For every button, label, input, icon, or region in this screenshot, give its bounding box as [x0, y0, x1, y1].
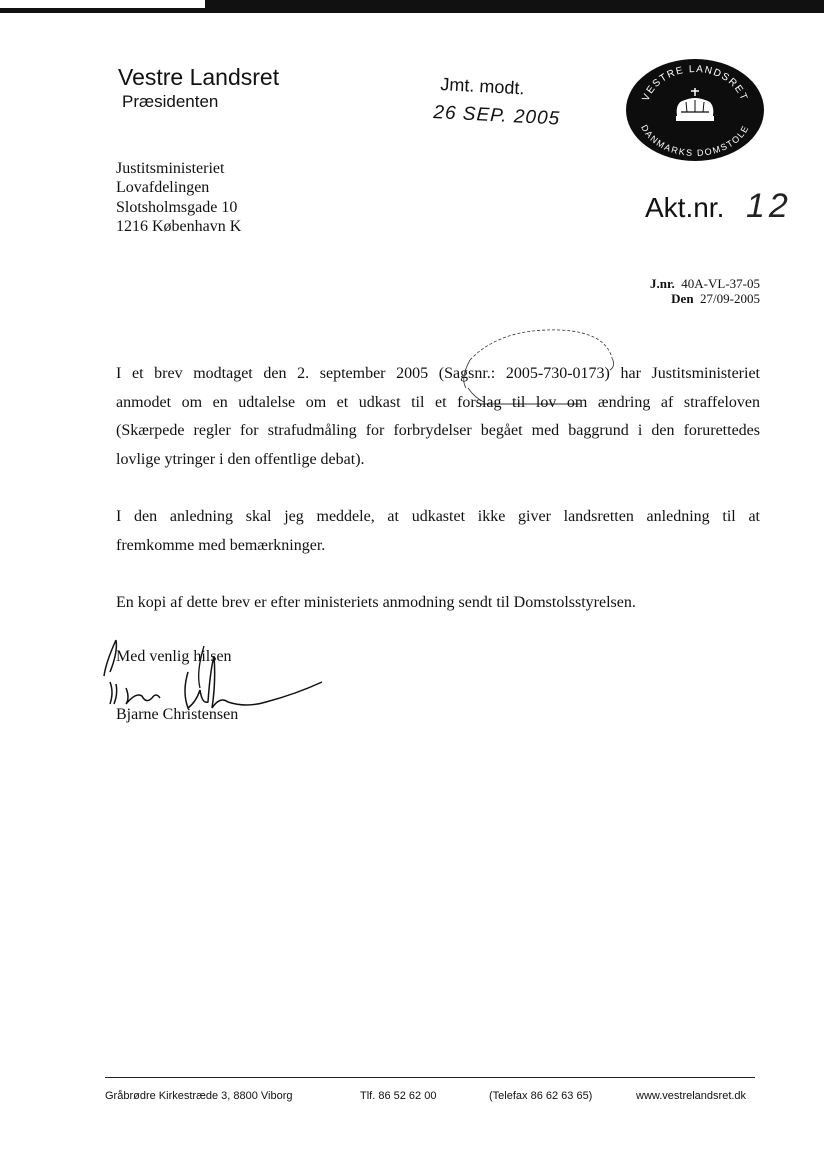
- body-line: I den anledning skal jeg meddele, at udkastet ikke giver landsretten anledning til at: [116, 508, 760, 525]
- closing-greeting: Med venlig hilsen: [116, 648, 232, 665]
- body-paragraph: [116, 360, 760, 474]
- footer-address: Gråbrødre Kirkestræde 3, 8800 Viborg: [105, 1090, 293, 1102]
- footer-divider: [105, 1077, 755, 1078]
- akt-label: Akt.nr.: [645, 192, 725, 223]
- signer-name: Bjarne Christensen: [116, 706, 239, 723]
- seal-text-top: VESTRE LANDSRET: [640, 63, 750, 103]
- court-subtitle: Præsidenten: [122, 92, 219, 111]
- body-line: I et brev modtaget den 2. september 2005 (Sagsnr.: 2005-730-0173) har Justitsministeriet: [116, 365, 760, 382]
- body-line: lovlige ytringer i den offentlige debat).: [116, 450, 365, 468]
- footer-website: www.vestrelandsret.dk: [636, 1090, 747, 1102]
- body-line: fremkomme med bemærkninger.: [116, 536, 326, 554]
- letter-date-value: 27/09-2005: [700, 291, 760, 306]
- recipient-line: 1216 København K: [116, 218, 242, 235]
- seal-text-bottom: DANMARKS DOMSTOLE: [639, 123, 751, 159]
- journal-number: [650, 276, 760, 292]
- body-paragraph: [116, 589, 760, 618]
- footer-phone: Tlf. 86 52 62 00: [360, 1090, 437, 1102]
- journal-number-value: 40A-VL-37-05: [681, 276, 760, 291]
- body-line: En kopi af dette brev er efter ministeriets anmodning sendt til Domstolsstyrelsen.: [116, 594, 636, 611]
- journal-number-label: J.nr.: [649, 276, 675, 291]
- received-stamp: Jmt. modt.: [439, 74, 525, 99]
- recipient-line: Lovafdelingen: [116, 179, 210, 196]
- scan-edge-gap: [0, 0, 205, 8]
- akt-number: 12: [746, 187, 792, 225]
- body-line: (Skærpede regler for strafudmåling for forbrydelser begået med baggrund i den forurettedes: [116, 422, 760, 439]
- body-paragraph: [116, 503, 760, 560]
- recipient-line: Justitsministeriet: [116, 160, 225, 177]
- letter-date-label: Den: [671, 291, 694, 306]
- recipient-line: Slotsholmsgade 10: [116, 199, 238, 216]
- court-name: Vestre Landsret: [118, 64, 280, 90]
- body-line: anmodet om en udtalelse om et udkast til et forslag til lov om ændring af straffeloven: [116, 393, 760, 411]
- letter-date: [671, 291, 760, 307]
- court-seal: [625, 58, 765, 162]
- footer-fax: (Telefax 86 62 63 65): [489, 1090, 593, 1102]
- received-date-stamp: 26 SEP. 2005: [432, 102, 561, 130]
